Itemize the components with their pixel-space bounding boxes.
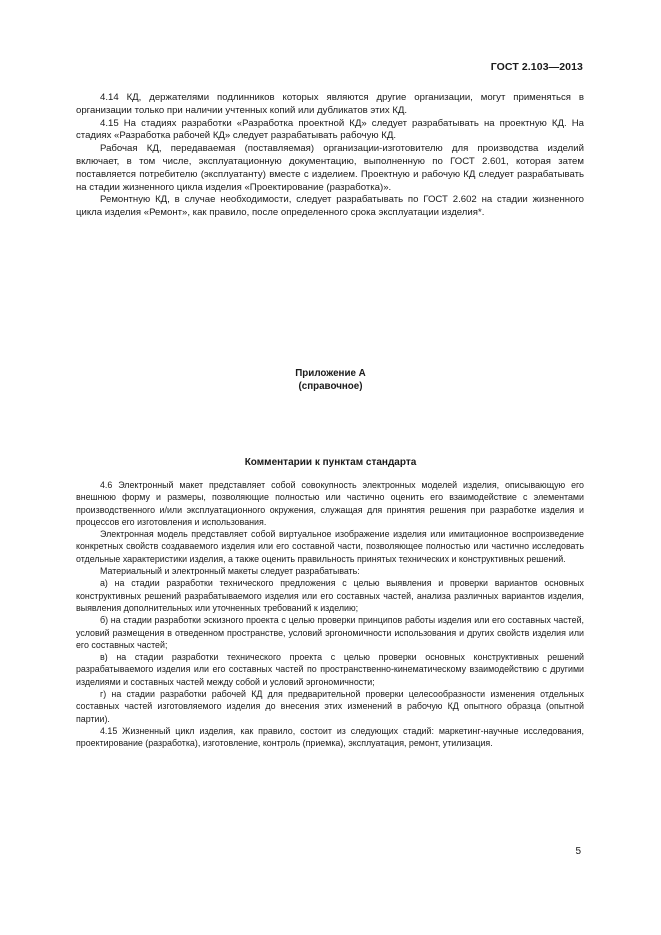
appendix-heading [0, 368, 661, 393]
comments-title: Комментарии к пунктам стандарта [244, 457, 417, 468]
comment-paragraph: 4.15 Жизненный цикл изделия, как правило, состоит из следующих стадий: маркетинг-научные исследования, проектирование (разработка), изготовление, контроль (приемка), эксплуатация, ремонт, утилизация. [76, 725, 584, 749]
comment-paragraph: Материальный и электронный макеты следует разрабатывать: [100, 566, 360, 577]
appendix-title: Приложение А [295, 368, 366, 379]
comment-paragraph: 4.6 Электронный макет представляет собой совокупность электронных моделей изделия, описывающую его внешнюю форму и размеры, позволяющие полностью или частично оценить его взаимодействие с элементами производственного и/или эксплуатационного окружения, служащая для принятия решения при разработке изделия и процессов его изготовления и использования. [76, 480, 584, 527]
top-text-block [76, 92, 584, 220]
paragraph-working-docs: Рабочая КД, передаваемая (поставляемая) организации-изготовителю для производства изделий включает, в том числе, эксплуатационную документацию, выполненную по ГОСТ 2.601, которая затем поставляется потребителю (эксплуатанту) вместе с изделием. Проектную и рабочую КД следует разрабатывать на стадии жизненного цикла изделия «Проектирование (разработка)». [76, 143, 584, 193]
comment-list-item: в) на стадии разработки технического проекта с целью проверки основных конструктивных решений разрабатываемого изделия или его составных частей по пространственно-кинематическому взаимодействию с другими изделиями и составных частей между собой и условий эргономичности; [76, 652, 584, 687]
comment-paragraph: Электронная модель представляет собой виртуальное изображение изделия или имитационное воспроизведение конкретных свойств создаваемого изделия или его составной части, позволяющее полностью или частично исследовать отдельные характеристики изделия, а также оценить правильность принятых технических и конструктивных решений. [76, 529, 584, 564]
paragraph-repair-docs: Ремонтную КД, в случае необходимости, следует разрабатывать по ГОСТ 2.602 на стадии жизненного цикла изделия «Ремонт», как правило, после определенного срока эксплуатации изделия*. [76, 194, 584, 219]
paragraph-4-15: 4.15 На стадиях разработки «Разработка проектной КД» следует разрабатывать на проектную КД. На стадиях «Разработка рабочей КД» следует разрабатывать рабочую КД. [76, 117, 584, 142]
comment-list-item: б) на стадии разработки эскизного проекта с целью проверки принципов работы изделия или его составных частей, условий размещения в отведенном пространстве, условий эргономичности использования и других свойств изделия или его составных частей; [76, 615, 584, 650]
page-number: 5 [575, 846, 581, 857]
paragraph-4-14: 4.14 КД, держателями подлинников которых являются другие организации, могут применяться в организации только при наличии учтенных копий или дубликатов этих КД. [76, 92, 584, 116]
standard-header: ГОСТ 2.103—2013 [490, 61, 583, 73]
appendix-subtitle: (справочное) [298, 380, 363, 392]
comments-text-block [76, 479, 584, 750]
comment-list-item: г) на стадии разработки рабочей КД для предварительной проверки целесообразности изменения отдельных составных частей изготовляемого изделия до внесения этих изменений в рабочую КД опытного образца (опытной партии). [76, 689, 584, 724]
comment-list-item: а) на стадии разработки технического предложения с целью выявления и проверки вариантов основных конструктивных решений разрабатываемого изделия или его составных частей, анализа различных вариантов изделия, выявления дополнительных или уточненных требований к изделию; [76, 578, 584, 613]
